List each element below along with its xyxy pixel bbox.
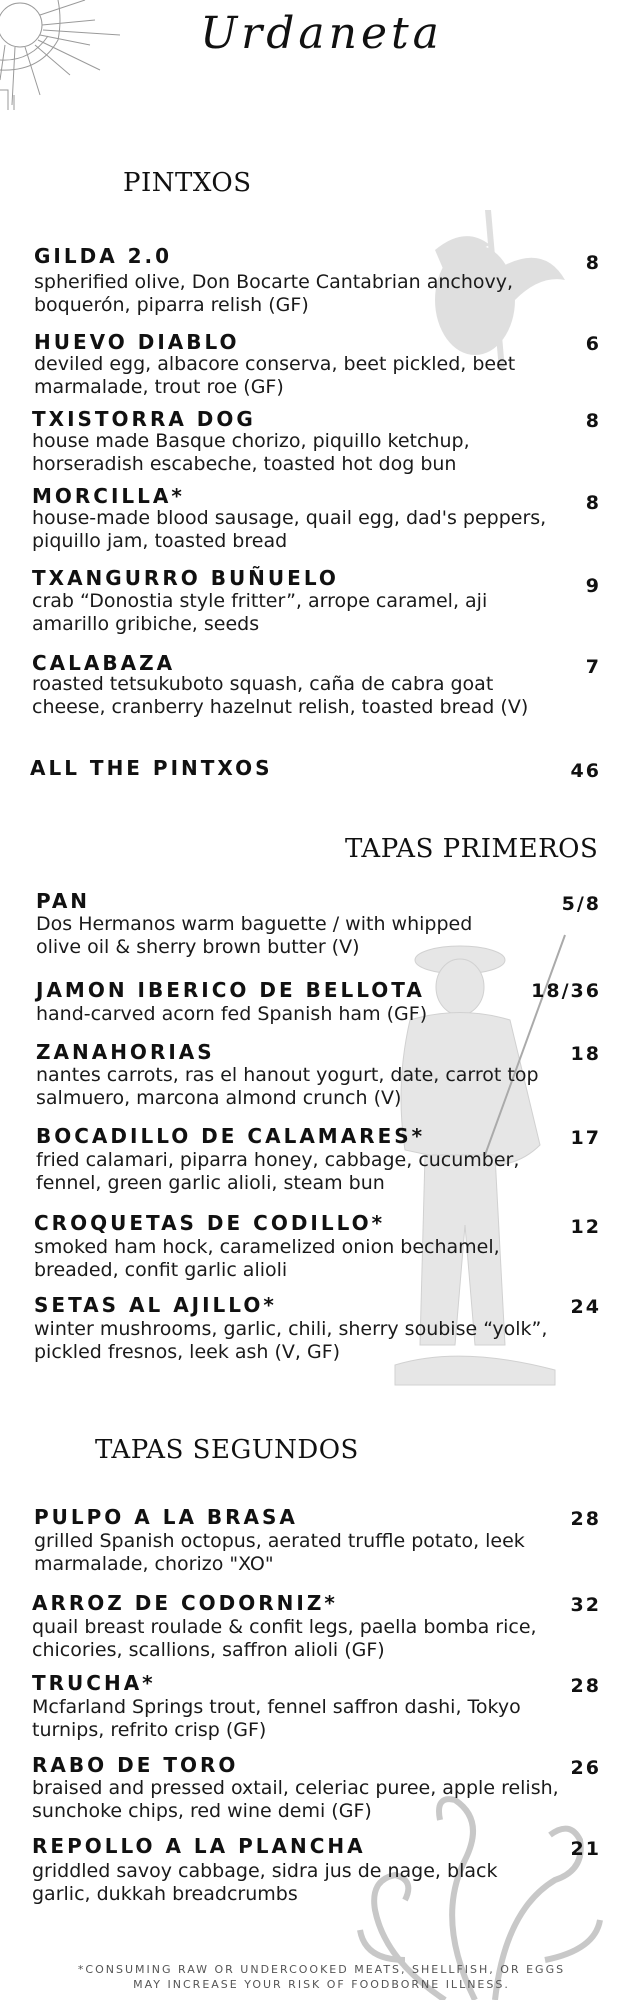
item-name: TXISTORRA DOG [32, 407, 256, 431]
item-price: 9 [585, 575, 601, 597]
item-name: GILDA 2.0 [34, 244, 173, 268]
restaurant-name: Urdaneta [200, 8, 443, 59]
item-name: ZANAHORIAS [36, 1040, 215, 1064]
item-description: winter mushrooms, garlic, chili, sherry soubise “yolk”, pickled fresnos, leek ash (V, GF) [34, 1318, 548, 1363]
item-description: braised and pressed oxtail, celeriac puree, apple relish, sunchoke chips, red wine demi (GF) [32, 1777, 559, 1822]
item-name: PAN [36, 889, 91, 913]
item-description: Mcfarland Springs trout, fennel saffron dashi, Tokyo turnips, refrito crisp (GF) [32, 1696, 521, 1741]
item-price: 5/8 [561, 893, 601, 915]
item-name: HUEVO DIABLO [34, 330, 240, 354]
item-description: crab “Donostia style fritter”, arrope caramel, aji amarillo gribiche, seeds [32, 590, 488, 635]
item-price: 7 [585, 656, 601, 678]
item-name: TXANGURRO BUÑUELO [32, 566, 339, 590]
item-description: smoked ham hock, caramelized onion bechamel, breaded, confit garlic alioli [34, 1236, 500, 1281]
item-description: Dos Hermanos warm baguette / with whipped olive oil & sherry brown butter (V) [36, 913, 473, 958]
item-description: nantes carrots, ras el hanout yogurt, date, carrot top salmuero, marcona almond crunch (V) [36, 1064, 539, 1109]
disclaimer-line-1: *CONSUMING RAW OR UNDERCOOKED MEATS, SHELLFISH, OR EGGS [77, 1963, 566, 1976]
item-price: 24 [570, 1296, 601, 1318]
item-description: house made Basque chorizo, piquillo ketchup, horseradish escabeche, toasted hot dog bun [32, 430, 470, 475]
item-price: 28 [570, 1675, 601, 1697]
disclaimer-line-2: MAY INCREASE YOUR RISK OF FOODBORNE ILLNESS. [133, 1978, 510, 1991]
item-name: RABO DE TORO [32, 1753, 239, 1777]
item-description: spherified olive, Don Bocarte Cantabrian anchovy, boquerón, piparra relish (GF) [34, 271, 514, 316]
item-price: 8 [585, 410, 601, 432]
item-name: ARROZ DE CODORNIZ* [32, 1591, 338, 1615]
item-description: deviled egg, albacore conserva, beet pickled, beet marmalade, trout roe (GF) [34, 353, 516, 398]
section-title-tapas-primeros: TAPAS PRIMEROS [345, 834, 599, 864]
item-price: 17 [570, 1127, 601, 1149]
item-price: 18 [570, 1043, 601, 1065]
item-description: quail breast roulade & confit legs, paella bomba rice, chicories, scallions, saffron alioli (GF) [32, 1616, 537, 1661]
item-description: grilled Spanish octopus, aerated truffle potato, leek marmalade, chorizo "XO" [34, 1530, 525, 1575]
item-name: CALABAZA [32, 651, 176, 675]
item-price: 26 [570, 1757, 601, 1779]
item-price: 21 [570, 1838, 601, 1860]
item-description: roasted tetsukuboto squash, caña de cabra goat cheese, cranberry hazelnut relish, toasted bread (V) [32, 673, 529, 718]
item-description: hand-carved acorn fed Spanish ham (GF) [36, 1003, 428, 1025]
item-name: REPOLLO A LA PLANCHA [32, 1834, 366, 1858]
item-name: PULPO A LA BRASA [34, 1505, 298, 1529]
item-price: 8 [585, 492, 601, 514]
item-name: MORCILLA* [32, 484, 185, 508]
item-description: griddled savoy cabbage, sidra jus de nage, black garlic, dukkah breadcrumbs [32, 1860, 498, 1905]
item-name: JAMON IBERICO DE BELLOTA [36, 978, 425, 1002]
item-price: 28 [570, 1508, 601, 1530]
item-name: ALL THE PINTXOS [30, 756, 273, 780]
section-title-tapas-segundos: TAPAS SEGUNDOS [95, 1435, 359, 1465]
item-price: 18/36 [531, 980, 601, 1002]
section-title-pintxos: PINTXOS [123, 168, 252, 198]
item-price: 6 [585, 333, 601, 355]
item-name: TRUCHA* [32, 1671, 156, 1695]
item-price: 12 [570, 1216, 601, 1238]
item-description: fried calamari, piparra honey, cabbage, cucumber, fennel, green garlic alioli, steam bun [36, 1149, 520, 1194]
foodborne-illness-disclaimer [0, 1962, 643, 1992]
item-name: CROQUETAS DE CODILLO* [34, 1211, 386, 1235]
item-price: 46 [570, 760, 601, 782]
item-price: 8 [585, 252, 601, 274]
item-name: BOCADILLO DE CALAMARES* [36, 1124, 426, 1148]
item-description: house-made blood sausage, quail egg, dad's peppers, piquillo jam, toasted bread [32, 507, 547, 552]
item-name: SETAS AL AJILLO* [34, 1293, 277, 1317]
item-price: 32 [570, 1594, 601, 1616]
